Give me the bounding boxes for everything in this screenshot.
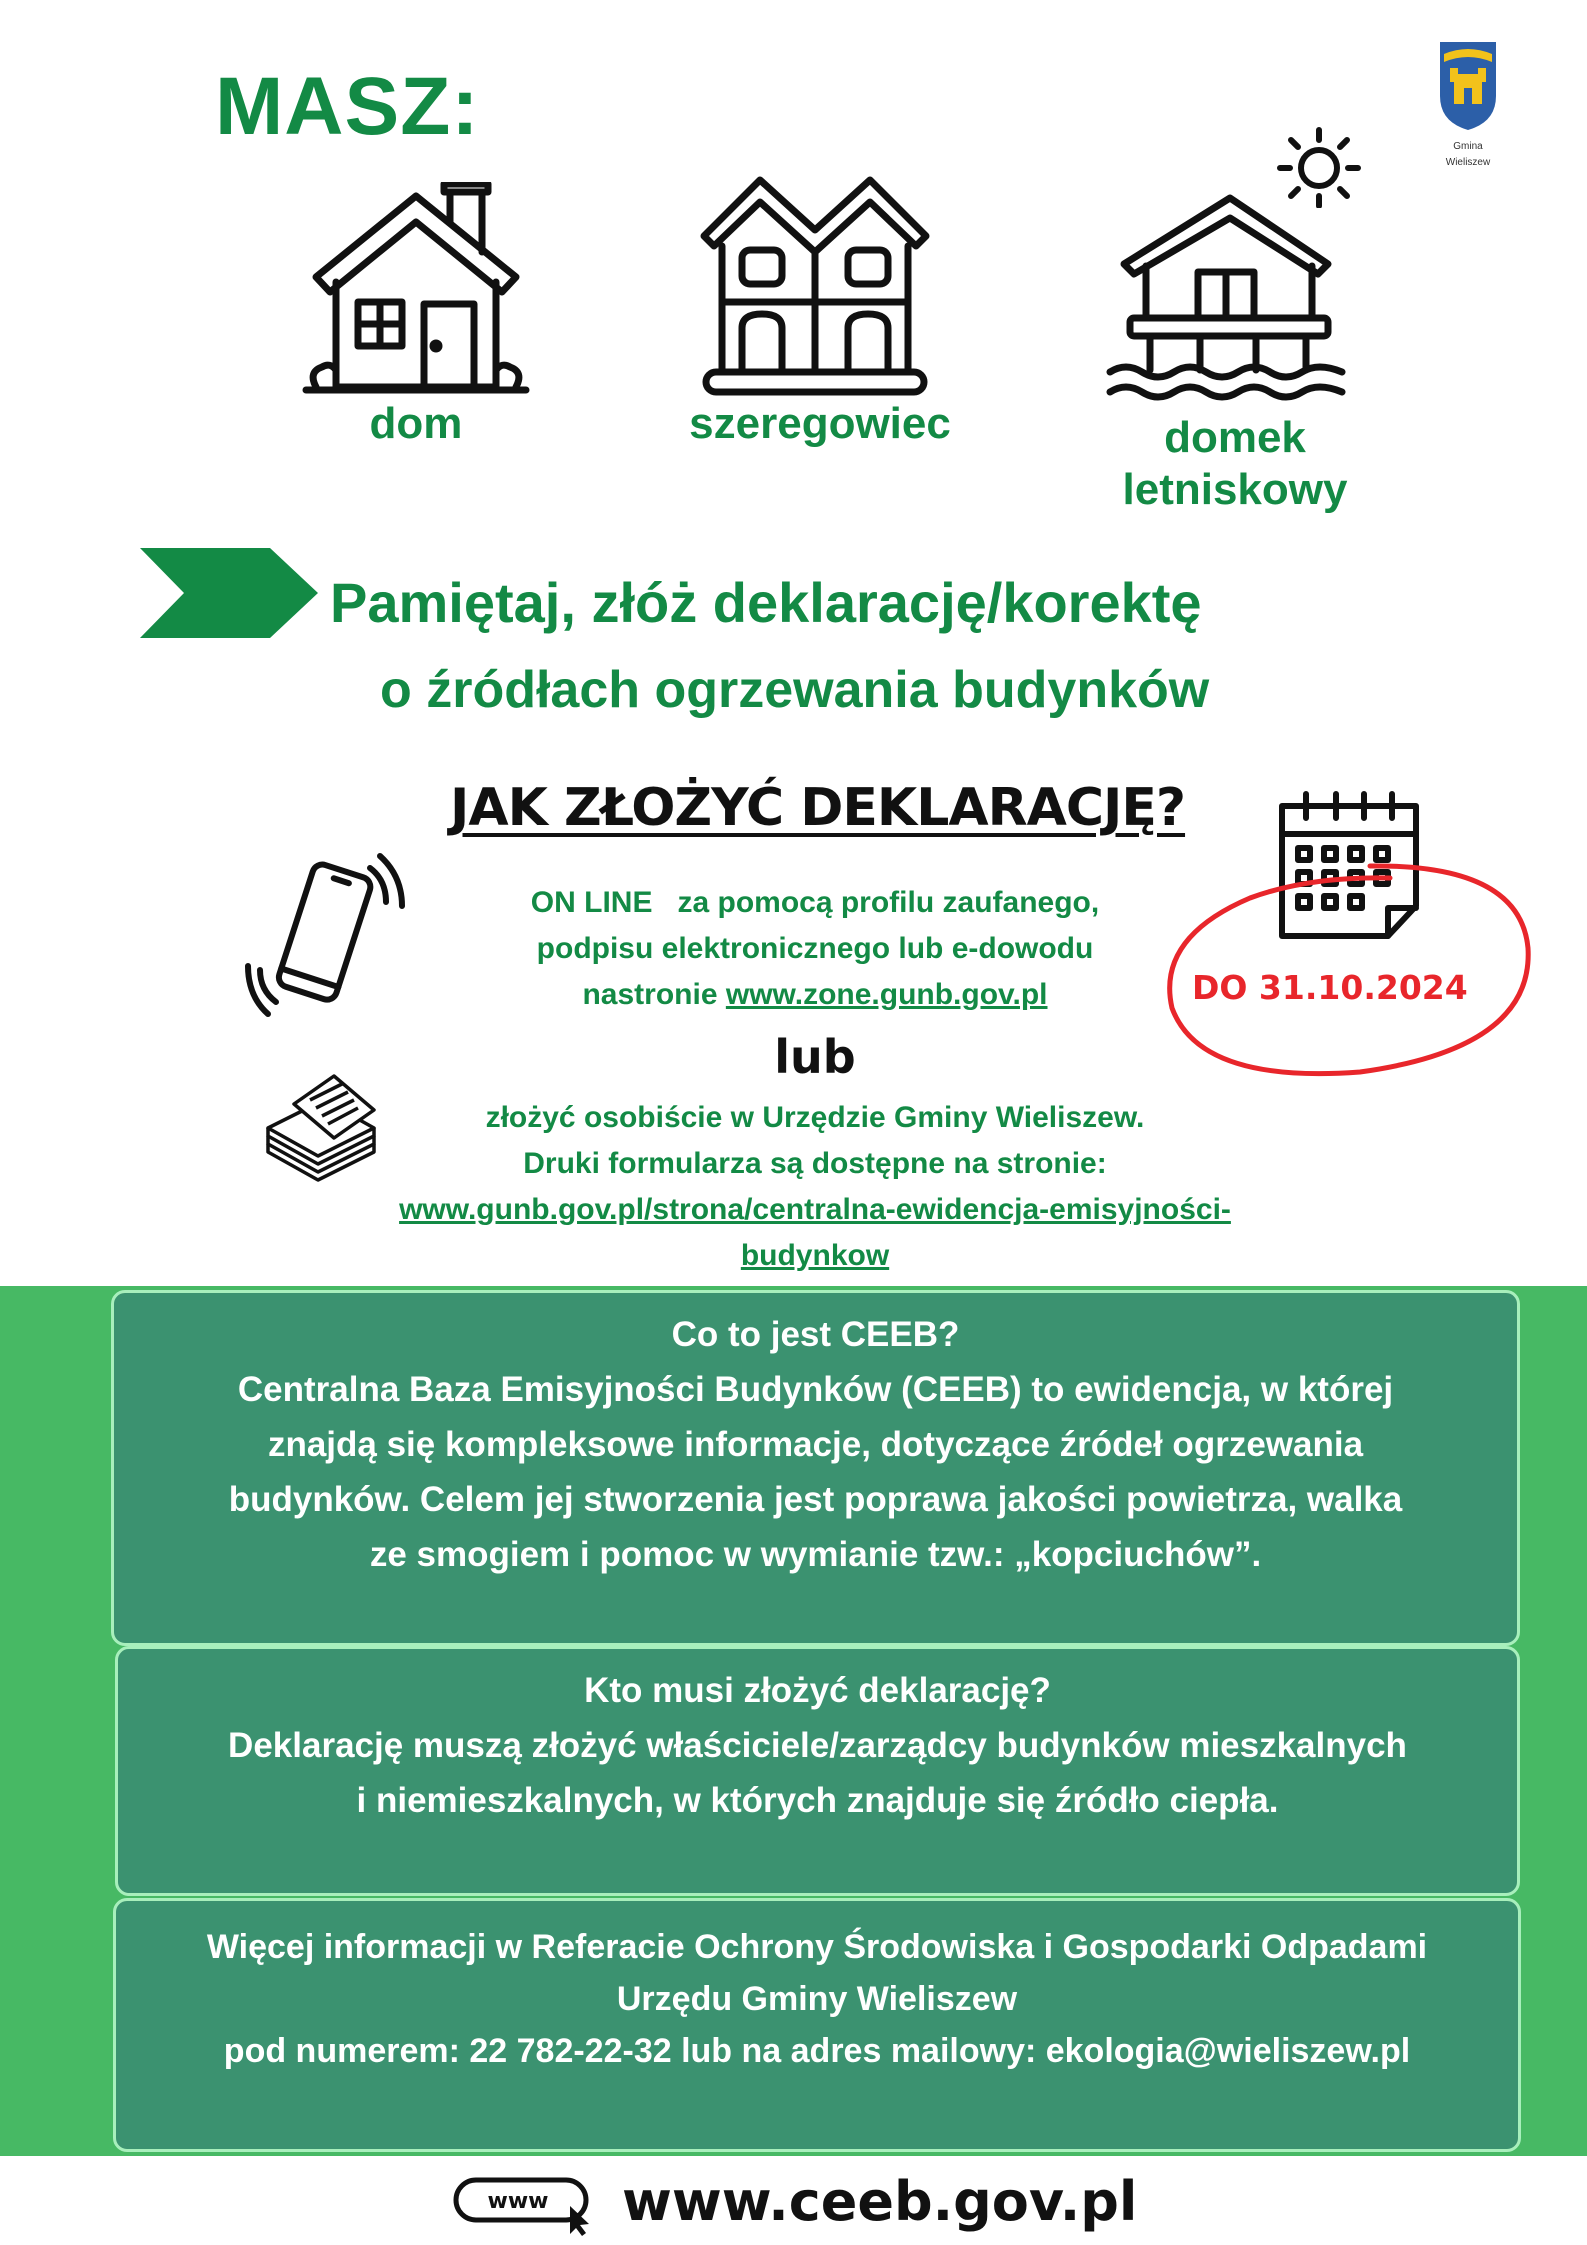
online-text1: za pomocą profilu zaufanego, — [677, 886, 1100, 919]
contact-info-card — [113, 1898, 1521, 2152]
how-to-heading: JAK ZŁOŻYĆ DEKLARACJĘ? — [450, 778, 1186, 838]
page-title: MASZ: — [215, 61, 480, 152]
who-title: Kto musi złożyć deklarację? — [584, 1671, 1051, 1710]
house-icon — [302, 182, 530, 397]
phone-ringing-icon — [242, 850, 406, 1018]
online-text2: podpisu elektronicznego lub e-dowodu — [536, 932, 1094, 965]
office-text2: Druki formularza są dostępne na stronie: — [523, 1147, 1107, 1180]
summer-house-icon — [1106, 194, 1352, 406]
logo-text-line2: Wieliszew — [1445, 157, 1491, 168]
ceeb-line3: budynków. Celem jej stworzenia jest poprawa jakości powietrza, walka — [228, 1480, 1403, 1519]
house-label-domek: domek — [1164, 413, 1306, 462]
info-line3: pod numerem: 22 782-22-32 lub na adres mailowy: ekologia@wieliszew.pl — [223, 2032, 1411, 2070]
online-label: ON LINE — [530, 886, 653, 919]
ceeb-line2: znajdą się kompleksowe informacje, dotyczące źródeł ogrzewania — [267, 1425, 1364, 1464]
chevron-arrow-icon — [140, 548, 320, 638]
info-line2: Urzędu Gminy Wieliszew — [616, 1980, 1018, 2018]
gunb-form-link[interactable]: www.gunb.gov.pl/strona/centralna-ewidencja-emisyjności- — [399, 1193, 1231, 1226]
online-text3: nastronie — [582, 978, 718, 1011]
reminder-line1: Pamiętaj, złóż deklarację/korektę — [330, 571, 1202, 634]
gunb-form-link-cont[interactable]: budynkow — [740, 1239, 890, 1272]
www-cursor-icon — [452, 2176, 592, 2236]
info-line1: Więcej informacji w Referacie Ochrony Środowiska i Gospodarki Odpadami — [206, 1928, 1428, 1966]
logo-text-line1: Gmina — [1453, 141, 1483, 152]
or-label: lub — [774, 1030, 856, 1084]
office-text1: złożyć osobiście w Urzędzie Gminy Wieliszew. — [485, 1101, 1145, 1134]
reminder-line2: o źródłach ogrzewania budynków — [380, 661, 1210, 719]
who-line1: Deklarację muszą złożyć właściciele/zarządcy budynków mieszkalnych — [228, 1726, 1407, 1765]
house-label-letniskowy: letniskowy — [1122, 465, 1348, 514]
www-icon-text: www — [487, 2189, 549, 2214]
coat-of-arms-icon — [1438, 40, 1498, 132]
terraced-house-icon — [700, 172, 930, 396]
ceeb-line4: ze smogiem i pomoc w wymianie tzw.: „kopciuchów”. — [369, 1535, 1262, 1574]
house-label-dom: dom — [369, 399, 463, 448]
ceeb-line1: Centralna Baza Emisyjności Budynków (CEEB) to ewidencja, w której — [237, 1370, 1394, 1409]
office-instructions — [330, 1095, 1300, 1279]
zone-gunb-link[interactable]: www.zone.gunb.gov.pl — [725, 978, 1048, 1011]
ceeb-title: Co to jest CEEB? — [671, 1315, 960, 1354]
deadline-date: DO 31.10.2024 — [1192, 968, 1468, 1007]
house-label-szeregowiec: szeregowiec — [689, 399, 951, 448]
who-line2: i niemieszkalnych, w których znajduje się źródło ciepła. — [356, 1781, 1279, 1820]
footer-ceeb-link[interactable]: www.ceeb.gov.pl — [622, 2170, 1138, 2233]
ceeb-info-card — [111, 1290, 1520, 1646]
online-instructions — [440, 880, 1190, 1018]
gmina-logo — [1438, 40, 1498, 169]
who-must-declare-card — [115, 1646, 1520, 1896]
house-label-domek-letniskowy — [1080, 412, 1390, 516]
